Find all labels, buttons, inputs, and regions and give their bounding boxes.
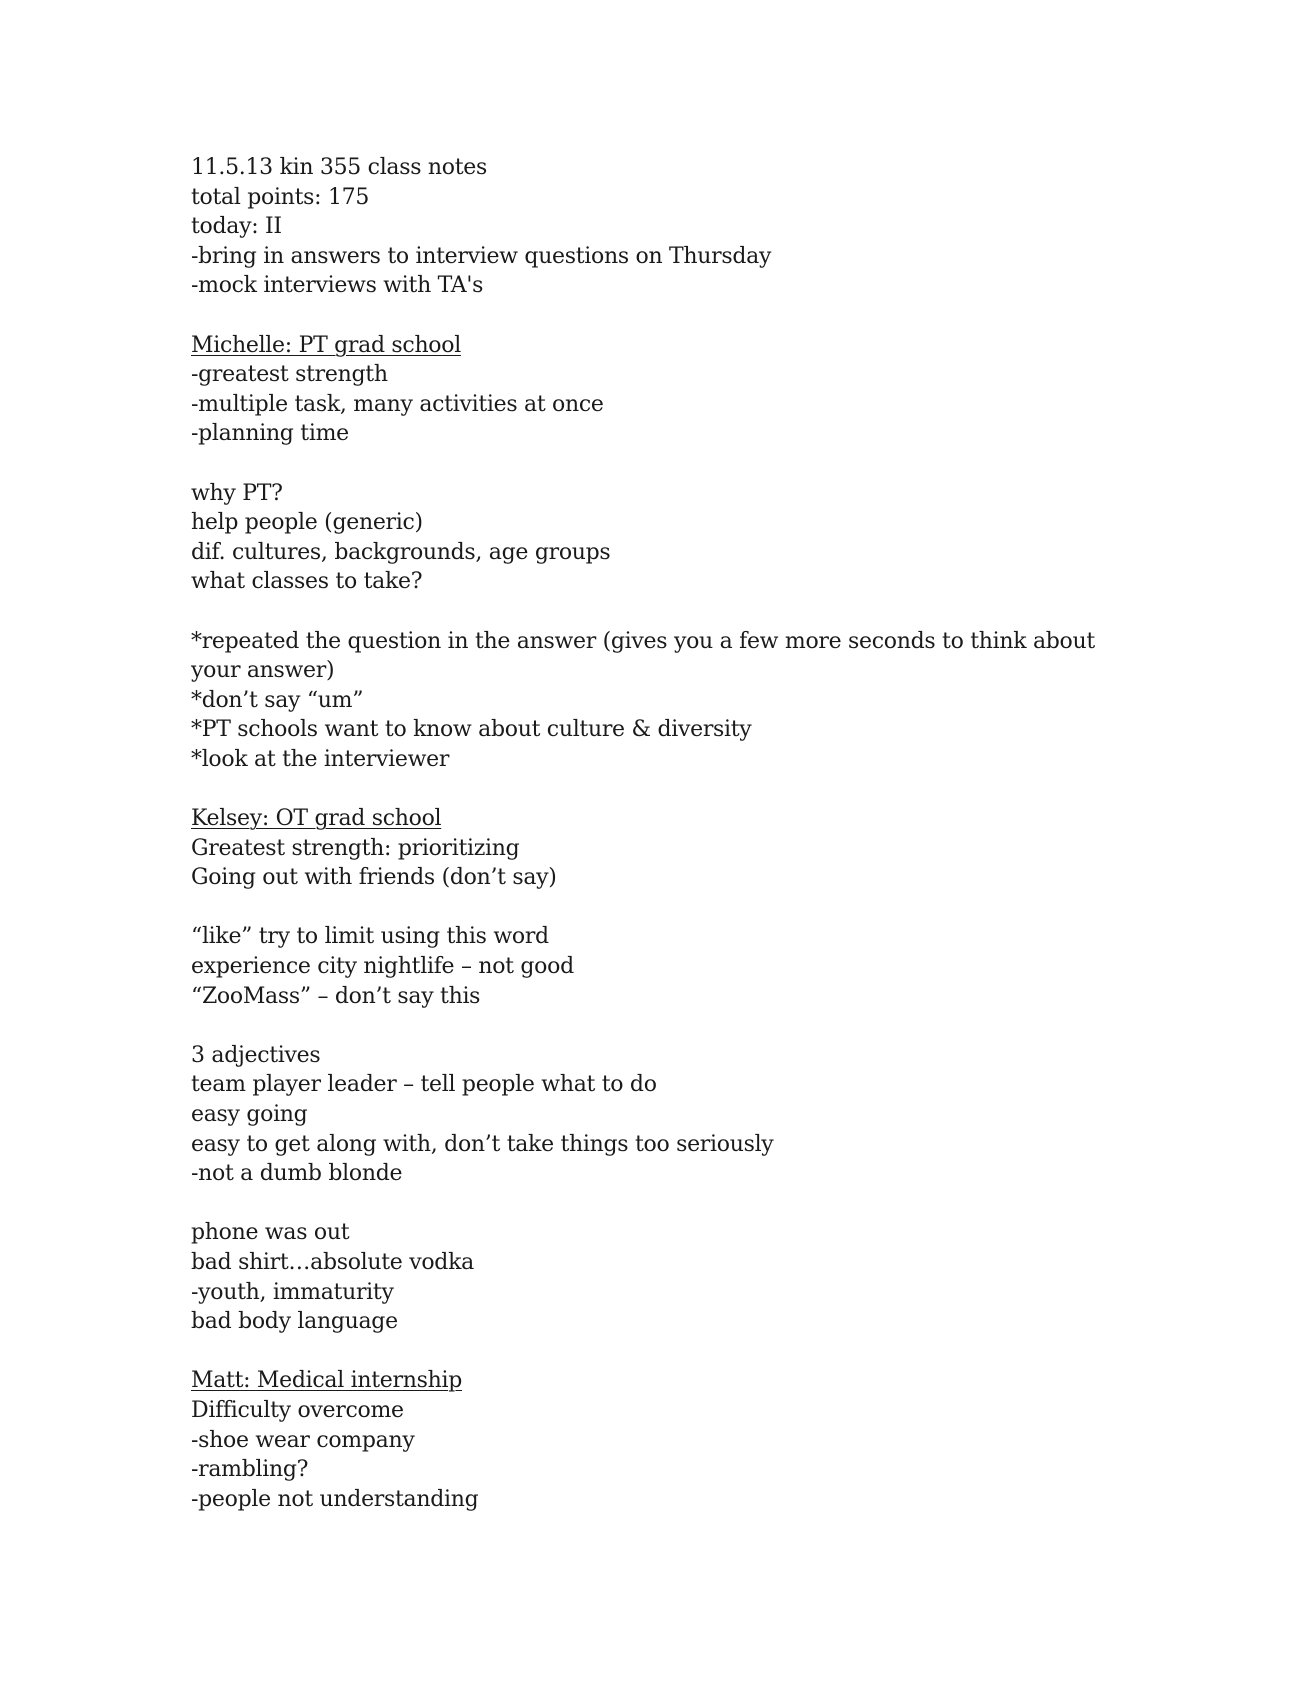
note-line: 3 adjectives — [191, 1042, 321, 1068]
note-line: bad shirt…absolute vodka — [191, 1249, 474, 1275]
spacer — [191, 449, 1111, 479]
section-heading: Michelle: PT grad school — [191, 332, 461, 358]
section-michelle — [191, 331, 1111, 361]
class-notes — [191, 153, 1111, 1514]
section-heading: Kelsey: OT grad school — [191, 806, 442, 832]
note-line: Difficulty overcome — [191, 1397, 404, 1423]
note-line: phone was out — [191, 1220, 350, 1246]
tip-line: *don’t say “um” — [191, 687, 364, 713]
note-line: -people not understanding — [191, 1486, 479, 1512]
note-line: “like” try to limit using this word — [191, 924, 549, 950]
note-line: help people (generic) — [191, 510, 423, 536]
note-line: Greatest strength: prioritizing — [191, 835, 520, 861]
section-heading: Matt: Medical internship — [191, 1368, 462, 1394]
note-line: -shoe wear company — [191, 1427, 415, 1453]
header-item: -bring in answers to interview questions on Thursday — [191, 243, 772, 269]
note-line: bad body language — [191, 1309, 398, 1335]
note-line: “ZooMass” – don’t say this — [191, 983, 481, 1009]
note-line: why PT? — [191, 480, 283, 506]
section-matt — [191, 1366, 1111, 1396]
note-line: dif. cultures, backgrounds, age groups — [191, 539, 611, 565]
note-line: experience city nightlife – not good — [191, 954, 574, 980]
section-kelsey — [191, 804, 1111, 834]
note-line: -greatest strength — [191, 362, 388, 388]
spacer — [191, 1011, 1111, 1041]
note-line: -rambling? — [191, 1457, 309, 1483]
note-line: easy going — [191, 1102, 308, 1127]
note-line: easy to get along with, don’t take things too seriously — [191, 1131, 774, 1157]
note-line: -youth, immaturity — [191, 1279, 394, 1305]
total-points: total points: 175 — [191, 184, 370, 210]
note-line: -multiple task, many activities at once — [191, 391, 604, 417]
note-line: -planning time — [191, 421, 349, 447]
spacer — [191, 774, 1111, 804]
today-line: today: II — [191, 214, 282, 240]
tip-line: *repeated the question in the answer (gives you a few more seconds to think about your answer) — [191, 628, 1095, 684]
spacer — [191, 597, 1111, 627]
spacer — [191, 301, 1111, 331]
spacer — [191, 1189, 1111, 1219]
note-line: what classes to take? — [191, 569, 423, 595]
tip-line: *look at the interviewer — [191, 746, 450, 772]
header-item: -mock interviews with TA's — [191, 273, 484, 299]
tip-line: *PT schools want to know about culture & diversity — [191, 717, 752, 743]
spacer — [191, 1337, 1111, 1367]
note-line: Going out with friends (don’t say) — [191, 865, 557, 891]
notes-title: 11.5.13 kin 355 class notes — [191, 155, 487, 180]
note-line: -not a dumb blonde — [191, 1161, 403, 1187]
spacer — [191, 893, 1111, 923]
note-line: team player leader – tell people what to do — [191, 1072, 657, 1098]
